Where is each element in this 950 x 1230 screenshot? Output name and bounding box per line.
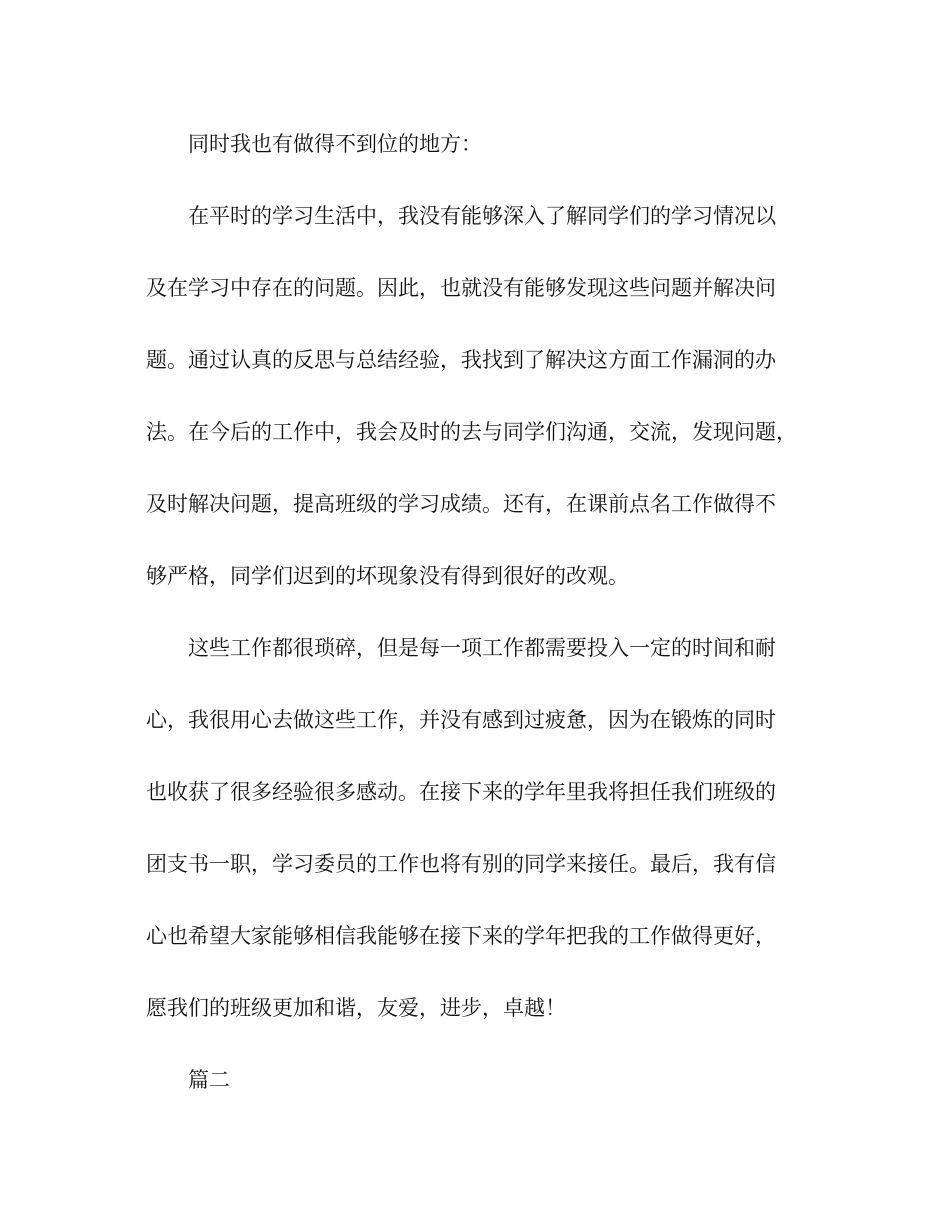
text-line: 同时我也有做得不到位的地方：	[188, 132, 482, 156]
text-line: 这些工作都很琐碎，但是每一项工作都需要投入一定的时间和耐	[188, 636, 776, 660]
text-line: 法。在今后的工作中，我会及时的去与同学们沟通，交流，发现问题，	[146, 420, 797, 444]
section-heading: 篇二	[188, 1068, 230, 1092]
text-line: 团支书一职，学习委员的工作也将有别的同学来接任。最后，我有信	[146, 852, 776, 876]
text-line: 也收获了很多经验很多感动。在接下来的学年里我将担任我们班级的	[146, 780, 776, 804]
document-body	[146, 126, 806, 1098]
text-line: 及在学习中存在的问题。因此，也就没有能够发现这些问题并解决问	[146, 276, 776, 300]
text-line: 题。通过认真的反思与总结经验，我找到了解决这方面工作漏洞的办	[146, 348, 776, 372]
text-line: 及时解决问题，提高班级的学习成绩。还有，在课前点名工作做得不	[146, 492, 776, 516]
text-line: 在平时的学习生活中，我没有能够深入了解同学们的学习情况以	[188, 204, 776, 228]
text-line: 愿我们的班级更加和谐，友爱，进步，卓越！	[146, 996, 566, 1020]
text-line: 心也希望大家能够相信我能够在接下来的学年把我的工作做得更好，	[146, 924, 776, 948]
text-line: 够严格，同学们迟到的坏现象没有得到很好的改观。	[146, 564, 629, 588]
text-line: 心，我很用心去做这些工作，并没有感到过疲惫，因为在锻炼的同时	[146, 708, 776, 732]
